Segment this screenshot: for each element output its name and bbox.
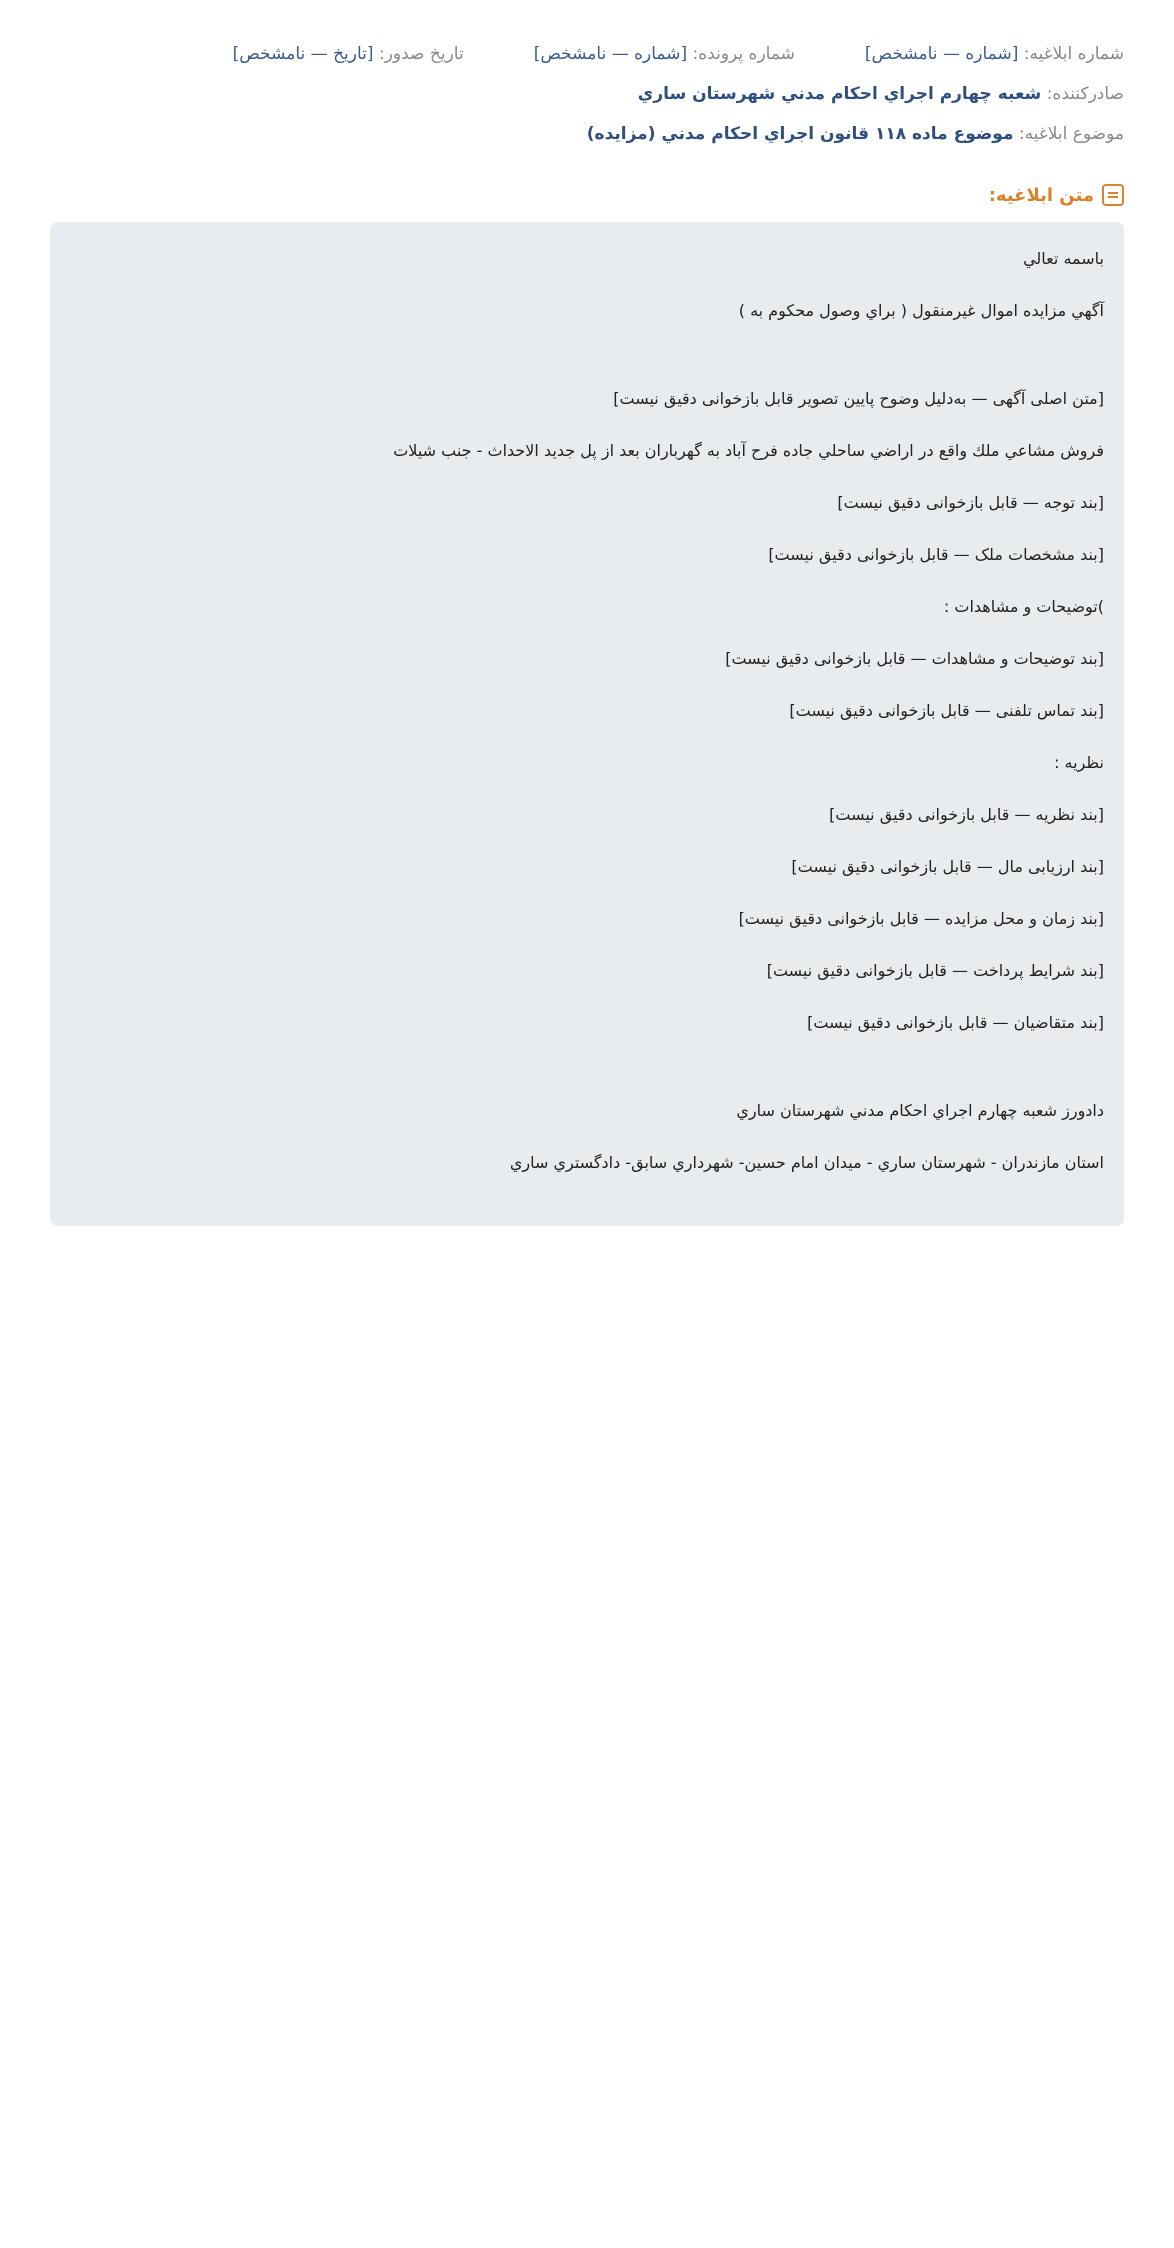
subject-label: موضوع ابلاغيه: [1018, 124, 1124, 144]
paragraph-7: [بند تماس تلفنی — قابل بازخوانی دقیق نیست] [789, 701, 1104, 720]
notice-number-label: شماره ابلاغيه: [1023, 44, 1124, 64]
document-icon [1102, 184, 1124, 206]
subject-line [50, 120, 1124, 148]
notice-meta-row [50, 40, 1124, 68]
issue-date-value: [تاریخ — نامشخص] [232, 44, 374, 64]
paragraph-8: نظريه : [1054, 753, 1104, 772]
paragraph-5: )توضيحات و مشاهدات : [943, 597, 1104, 616]
paragraph-11: [بند زمان و محل مزایده — قابل بازخوانی دقیق نیست] [738, 909, 1104, 928]
salutation: باسمه تعالي [1023, 249, 1104, 268]
case-number-value: [شماره — نامشخص] [533, 44, 688, 64]
issue-date-label: تاريخ صدور: [378, 44, 464, 64]
subject-value: موضوع ماده ۱۱۸ قانون اجراي احكام مدني (مزايده) [586, 124, 1014, 144]
paragraph-13: [بند متقاضیان — قابل بازخوانی دقیق نیست] [807, 1013, 1104, 1032]
notice-text-heading-label: متن ابلاغيه: [988, 184, 1094, 206]
notice-body [50, 222, 1124, 1226]
notice-text-heading [50, 184, 1124, 206]
notice-number-value: [شماره — نامشخص] [864, 44, 1019, 64]
paragraph-12: [بند شرایط پرداخت — قابل بازخوانی دقیق نیست] [766, 961, 1104, 980]
paragraph-6: [بند توضیحات و مشاهدات — قابل بازخوانی دقیق نیست] [725, 649, 1104, 668]
signature-2: استان مازندران - شهرستان ساري - ميدان امام حسين- شهرداري سابق- دادگستري ساري [509, 1153, 1104, 1172]
case-number-label: شماره پرونده: [692, 44, 795, 64]
paragraph-2: فروش مشاعي ملك واقع در اراضي ساحلي جاده فرح آباد به گهرباران بعد از پل جديد الاحداث - جنب شيلات [393, 441, 1104, 460]
paragraph-10: [بند ارزیابی مال — قابل بازخوانی دقیق نیست] [791, 857, 1104, 876]
case-number [534, 40, 795, 68]
paragraph-9: [بند نظریه — قابل بازخوانی دقیق نیست] [829, 805, 1104, 824]
paragraph-3: [بند توجه — قابل بازخوانی دقیق نیست] [837, 493, 1104, 512]
issuer-value: شعبه چهارم اجراي احكام مدني شهرستان ساري [637, 84, 1042, 104]
paragraph-1: [متن اصلی آگهی — به‌دلیل وضوح پایین تصویر قابل بازخوانی دقیق نیست] [613, 389, 1104, 408]
issuer-line [50, 80, 1124, 108]
paragraph-4: [بند مشخصات ملک — قابل بازخوانی دقیق نیست] [768, 545, 1104, 564]
issuer-label: صادرکننده: [1046, 84, 1124, 104]
notice-title: آگهي مزايده اموال غيرمنقول ( براي وصول محكوم به ) [738, 301, 1104, 320]
notice-number [865, 40, 1124, 68]
issue-date [233, 40, 464, 68]
signature-1: دادورز شعبه چهارم اجراي احكام مدني شهرستان ساري [736, 1101, 1104, 1120]
